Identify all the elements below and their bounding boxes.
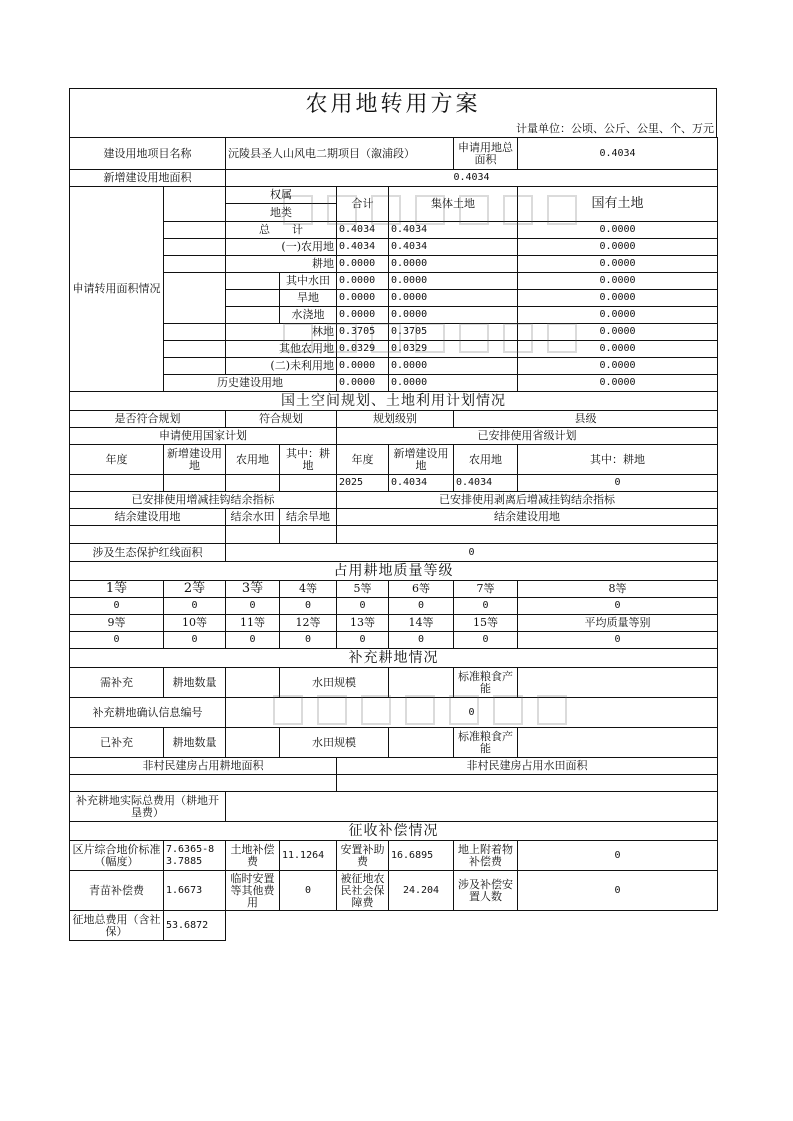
apply-row-state: 0.0000 [518,222,718,239]
apply-row-collective: 0.0000 [389,375,518,392]
col-arable: 其中：耕地 [280,445,337,475]
apply-row-label: 其中水田 [280,273,337,290]
total-area-label: 申请用地总面积 [454,138,518,170]
national-new [164,475,226,492]
apply-row-label: 水浇地 [280,307,337,324]
apply-row-state: 0.0000 [518,256,718,273]
grade-value: 0 [70,598,164,615]
apply-row-label: 其他农用地 [226,341,337,358]
compensation-section-title: 征收补偿情况 [70,822,718,841]
grade-label: 10等 [164,615,226,632]
grade-value: 0 [389,598,454,615]
apply-row-collective: 0.0000 [389,290,518,307]
grade-label: 6等 [389,581,454,598]
row-blank [164,358,226,375]
planning-section-title: 国土空间规划、土地利用计划情况 [70,392,718,411]
new-area-label: 新增建设用地面积 [70,170,226,187]
row-indent-blank [226,307,280,324]
land-conversion-plan-form [69,88,717,941]
social-security-value: 24.204 [389,871,454,911]
attachment-comp-label: 地上附着物补偿费 [454,841,518,871]
hook-value-blank [70,526,226,544]
row-blank [164,273,226,324]
grade-value: 0 [454,632,518,649]
grade-label: 15等 [454,615,518,632]
crop-comp-value: 1.6673 [164,871,226,911]
hdr-ownership: 权属 [226,187,337,204]
row-blank [164,324,226,341]
apply-row-total: 0.3705 [337,324,389,341]
provincial-plan-label: 已安排使用省级计划 [337,428,718,445]
row-indent-blank [226,290,280,307]
apply-row-total: 0.0000 [337,273,389,290]
apply-row-state: 0.0000 [518,375,718,392]
row-blank [164,341,226,358]
apply-row-total: 0.0000 [337,358,389,375]
national-plan-label: 申请使用国家计划 [70,428,337,445]
grade-value: 0 [226,598,280,615]
form-table [69,137,718,941]
resettle-people-label: 涉及补偿安置人数 [454,871,518,911]
social-security-label: 被征地农民社会保障费 [337,871,389,911]
grade-label: 9等 [70,615,164,632]
arable-qty-value [226,728,280,758]
apply-row-total: 0.0329 [337,341,389,358]
form-title: 农用地转用方案 [69,88,717,121]
land-comp-value: 11.1264 [280,841,337,871]
comply-value: 符合规划 [226,411,337,428]
project-name-label: 建设用地项目名称 [70,138,226,170]
grade-value: 0 [337,632,389,649]
grain-capacity-value [518,728,718,758]
apply-row-label: 耕地 [226,256,337,273]
apply-row-label: (一)农用地 [226,239,337,256]
apply-row-total: 0.0000 [337,256,389,273]
total-fee-value: 53.6872 [164,911,226,941]
attachment-comp-value: 0 [518,841,718,871]
supplement-section-title: 补充耕地情况 [70,649,718,668]
grade-value: 0 [280,632,337,649]
grade-label: 7等 [454,581,518,598]
arable-qty-label: 耕地数量 [164,728,226,758]
total-fee-label: 征地总费用（含社保） [70,911,164,941]
hdr-collective: 集体土地 [389,187,518,222]
hook-value-blank [226,526,280,544]
average-grade-value: 0 [518,632,718,649]
apply-row-collective: 0.0329 [389,341,518,358]
average-grade-label: 平均质量等别 [518,615,718,632]
plan-level-label: 规划级别 [337,411,454,428]
apply-row-label: 林地 [226,324,337,341]
apply-row-total: 0.0000 [337,290,389,307]
done-supplement-label: 已补充 [70,728,164,758]
apply-row-state: 0.0000 [518,307,718,324]
plan-level-value: 县级 [454,411,718,428]
hook-label: 已安排使用增减挂钩结余指标 [70,492,337,509]
apply-row-state: 0.0000 [518,341,718,358]
project-name-value: 沅陵县圣人山风电二期项目（溆浦段） [226,138,454,170]
apply-row-collective: 0.4034 [389,222,518,239]
grade-value: 0 [226,632,280,649]
hook-strip-label: 已安排使用剥离后增减挂钩结余指标 [337,492,718,509]
grade-label: 12等 [280,615,337,632]
row-blank [164,256,226,273]
apply-row-label: (二)未利用地 [226,358,337,375]
apply-row-collective: 0.4034 [389,239,518,256]
grade-label: 8等 [518,581,718,598]
apply-side-label: 申请转用面积情况 [70,187,164,392]
grade-value: 0 [389,632,454,649]
total-area-value: 0.4034 [518,138,718,170]
hdr-state: 国有土地 [518,187,718,222]
grade-label: 11等 [226,615,280,632]
arable-qty-value [226,668,280,698]
apply-row-total: 0.0000 [337,307,389,324]
apply-corner-blank [164,187,226,222]
apply-row-state: 0.0000 [518,324,718,341]
resettle-subsidy-label: 安置补助费 [337,841,389,871]
unit-line: 计量单位：公顷、公斤、公里、个、万元 [69,121,717,137]
apply-row-collective: 0.0000 [389,273,518,290]
provincial-farm: 0.4034 [454,475,518,492]
apply-row-total: 0.4034 [337,239,389,256]
grade-label: 13等 [337,615,389,632]
grade-label: 5等 [337,581,389,598]
apply-row-total: 0.4034 [337,222,389,239]
grade-value: 0 [337,598,389,615]
supplement-cost-label: 补充耕地实际总费用（耕地开垦费） [70,792,226,822]
confirm-number-value: 0 [226,698,718,728]
apply-row-collective: 0.0000 [389,307,518,324]
national-year [70,475,164,492]
apply-row-collective: 0.0000 [389,358,518,375]
confirm-number-label: 补充耕地确认信息编号 [70,698,226,728]
hook-col-construction-2: 结余建设用地 [337,509,718,526]
non-village-paddy-label: 非村民建房占用水田面积 [337,758,718,775]
grade-value: 0 [518,598,718,615]
apply-row-collective: 0.3705 [389,324,518,341]
col-farmland: 农用地 [454,445,518,475]
non-village-arable-label: 非村民建房占用耕地面积 [70,758,337,775]
provincial-year: 2025 [337,475,389,492]
quality-section-title: 占用耕地质量等级 [70,562,718,581]
hook-value-blank [337,526,718,544]
comply-label: 是否符合规划 [70,411,226,428]
crop-comp-label: 青苗补偿费 [70,871,164,911]
apply-row-label: 旱地 [280,290,337,307]
apply-row-collective: 0.0000 [389,256,518,273]
col-year: 年度 [70,445,164,475]
row-blank [164,239,226,256]
need-supplement-label: 需补充 [70,668,164,698]
col-farmland: 农用地 [226,445,280,475]
hook-value-blank [280,526,337,544]
grade-value: 0 [164,598,226,615]
eco-redline-value: 0 [226,544,718,562]
national-arable [280,475,337,492]
non-village-arable-value [70,775,337,792]
apply-row-label: 总 计 [226,222,337,239]
apply-row-state: 0.0000 [518,290,718,307]
apply-row-total: 0.0000 [337,375,389,392]
provincial-new: 0.4034 [389,475,454,492]
grade-label: 1等 [70,581,164,598]
grain-capacity-value [518,668,718,698]
grade-value: 0 [454,598,518,615]
grade-label: 2等 [164,581,226,598]
paddy-scale-value [389,668,454,698]
supplement-cost-value [226,792,718,822]
paddy-scale-label: 水田规模 [280,668,389,698]
grade-value: 0 [70,632,164,649]
eco-redline-label: 涉及生态保护红线面积 [70,544,226,562]
grade-value: 0 [280,598,337,615]
row-indent-blank [226,273,280,290]
provincial-arable: 0 [518,475,718,492]
hook-col-paddy: 结余水田 [226,509,280,526]
apply-row-state: 0.0000 [518,239,718,256]
land-comp-label: 土地补偿费 [226,841,280,871]
resettle-subsidy-value: 16.6895 [389,841,454,871]
temp-resettle-label: 临时安置等其他费用 [226,871,280,911]
hook-col-construction: 结余建设用地 [70,509,226,526]
paddy-scale-label: 水田规模 [280,728,389,758]
grain-capacity-label: 标准粮食产能 [454,668,518,698]
paddy-scale-value [389,728,454,758]
apply-row-label: 历史建设用地 [164,375,337,392]
arable-qty-label: 耕地数量 [164,668,226,698]
apply-row-state: 0.0000 [518,358,718,375]
national-farm [226,475,280,492]
hdr-total: 合计 [337,187,389,222]
col-new-construction: 新增建设用地 [164,445,226,475]
grain-capacity-label: 标准粮食产能 [454,728,518,758]
grade-label: 4等 [280,581,337,598]
grade-label: 3等 [226,581,280,598]
non-village-paddy-value [337,775,718,792]
grade-label: 14等 [389,615,454,632]
resettle-people-value: 0 [518,871,718,911]
row-blank [164,222,226,239]
temp-resettle-value: 0 [280,871,337,911]
apply-row-state: 0.0000 [518,273,718,290]
new-area-value: 0.4034 [226,170,718,187]
zone-price-label: 区片综合地价标准（幅度） [70,841,164,871]
hdr-landtype: 地类 [226,204,337,222]
zone-price-value: 7.6365-83.7885 [164,841,226,871]
col-new-construction: 新增建设用地 [389,445,454,475]
hook-col-dryland: 结余旱地 [280,509,337,526]
col-year: 年度 [337,445,389,475]
grade-value: 0 [164,632,226,649]
col-arable: 其中：耕地 [518,445,718,475]
